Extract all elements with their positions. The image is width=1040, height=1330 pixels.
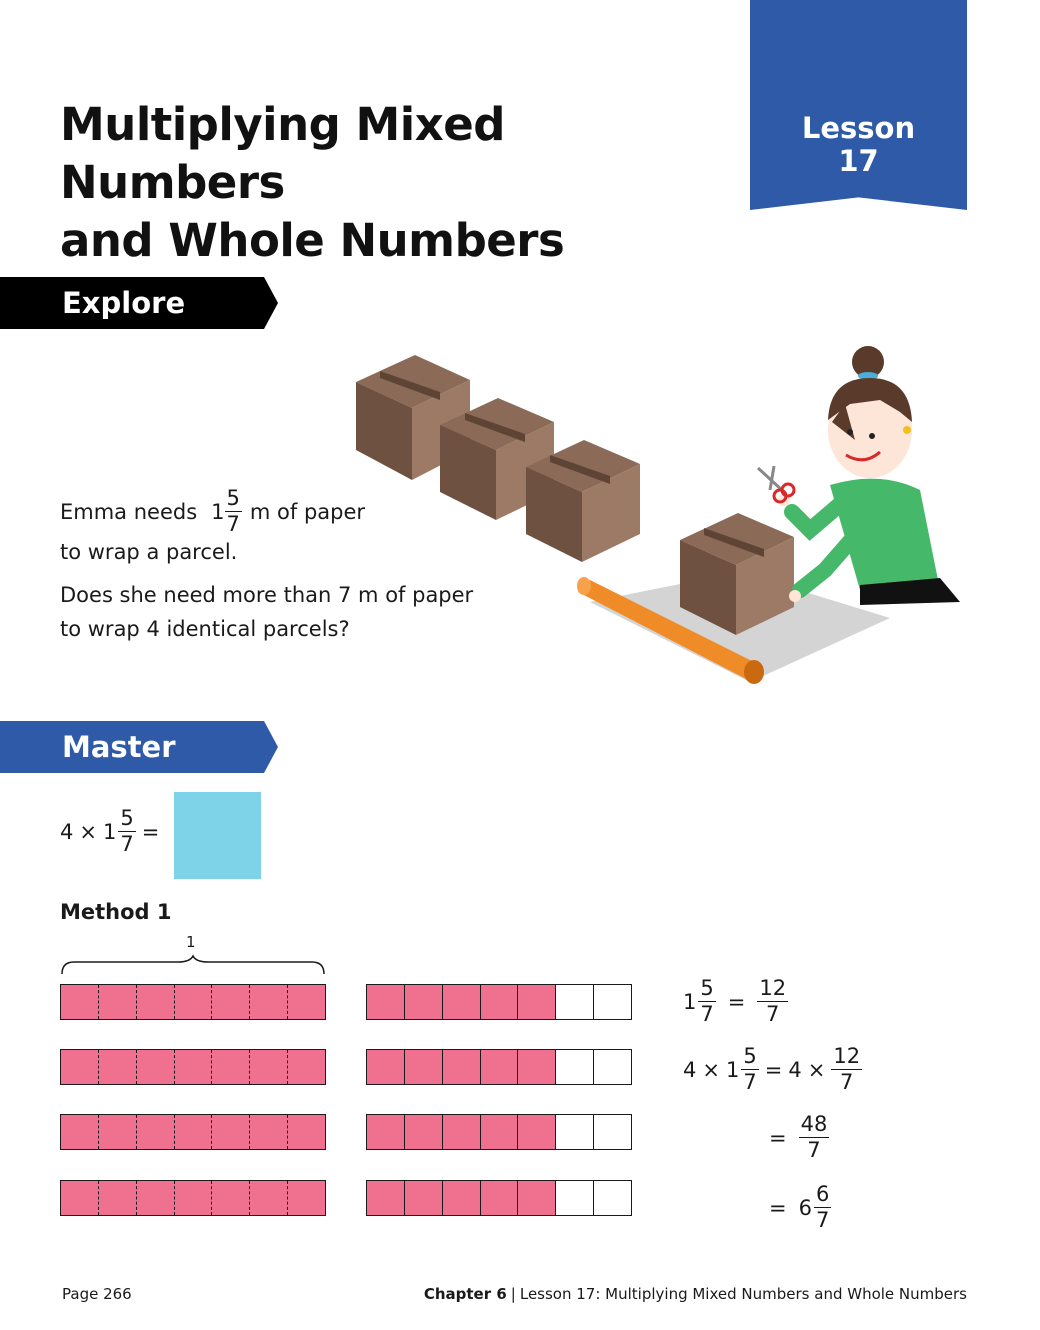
footer-separator: |: [510, 1285, 516, 1303]
bar-segment-filled: [98, 1115, 136, 1149]
fraction: [799, 1114, 830, 1161]
bar-segment-filled: [404, 1181, 442, 1215]
bar-segment-filled: [287, 1181, 325, 1215]
fraction-numerator: 5: [700, 976, 714, 1000]
equals-sign: =: [769, 1195, 787, 1220]
bar-segment-filled: [517, 1050, 555, 1084]
bar-segment-empty: [593, 985, 631, 1019]
bar-segment-filled: [174, 1181, 212, 1215]
whole-bar: [60, 1114, 326, 1150]
bar-segment-empty: [593, 1115, 631, 1149]
lesson-ribbon: [750, 0, 967, 210]
title-line-2: and Whole Numbers: [60, 214, 565, 267]
fraction-numerator: 12: [833, 1044, 861, 1068]
fraction-numerator: 5: [120, 806, 134, 830]
bar-segment-empty: [555, 985, 593, 1019]
fraction: [757, 978, 788, 1025]
fraction-denominator: 7: [766, 1002, 780, 1026]
step-4: [769, 1184, 831, 1231]
bar-segment-filled: [404, 1050, 442, 1084]
brace-label: 1: [186, 933, 196, 951]
bar-segment-filled: [442, 985, 480, 1019]
fraction-bar: [366, 1180, 632, 1216]
bar-segment-filled: [287, 1050, 325, 1084]
bar-segment-filled: [136, 1181, 174, 1215]
fraction-denominator: 7: [743, 1070, 757, 1094]
bar-segment-filled: [480, 1050, 518, 1084]
bar-segment-filled: [174, 985, 212, 1019]
bar-segment-filled: [211, 1115, 249, 1149]
problem-line-4: to wrap 4 identical parcels?: [60, 617, 350, 641]
bar-segment-empty: [593, 1050, 631, 1084]
bar-segment-empty: [555, 1181, 593, 1215]
wrapping-illustration: [340, 340, 980, 700]
bar-segment-filled: [480, 1181, 518, 1215]
fraction-bar: [366, 984, 632, 1020]
fraction-denominator: 7: [700, 1002, 714, 1026]
fraction-numerator: 12: [759, 976, 787, 1000]
fraction-denominator: 7: [815, 1208, 830, 1232]
mixed-whole: 1: [211, 499, 225, 524]
lesson-label: Lesson: [801, 111, 916, 145]
footer-lesson: Lesson 17: Multiplying Mixed Numbers and Whole Numbers: [519, 1285, 967, 1303]
bar-segment-filled: [480, 985, 518, 1019]
fraction: [698, 978, 715, 1025]
bar-segment-empty: [555, 1050, 593, 1084]
problem-line-3: Does she need more than 7 m of paper: [60, 583, 474, 607]
whole-bar: [60, 1180, 326, 1216]
bar-segment-filled: [211, 985, 249, 1019]
bar-segment-empty: [555, 1115, 593, 1149]
bar-segment-filled: [61, 1181, 98, 1215]
mixed-whole: 1: [683, 989, 697, 1014]
bar-segment-filled: [211, 1181, 249, 1215]
mixed-whole: 6: [798, 1195, 812, 1220]
master-equation: [60, 808, 159, 855]
fraction-denominator: 7: [226, 512, 240, 536]
bar-segment-filled: [136, 985, 174, 1019]
problem-suffix: m of paper: [249, 499, 366, 524]
bar-segment-empty: [593, 1181, 631, 1215]
mixed-whole: 1: [102, 819, 117, 844]
fraction-numerator: 5: [743, 1044, 757, 1068]
bar-segment-filled: [367, 1181, 404, 1215]
bar-segment-filled: [442, 1115, 480, 1149]
fraction: [741, 1046, 758, 1093]
scissors-icon: [758, 466, 794, 502]
fraction: [814, 1184, 831, 1231]
bar-segment-filled: [517, 1181, 555, 1215]
bar-segment-filled: [174, 1050, 212, 1084]
times-sign: ×: [702, 1057, 720, 1082]
factor: 4: [788, 1057, 802, 1082]
bar-segment-filled: [98, 1050, 136, 1084]
bar-segment-filled: [442, 1181, 480, 1215]
bar-segment-filled: [98, 985, 136, 1019]
fraction-numerator: 5: [226, 486, 240, 510]
problem-prefix: Emma needs: [60, 499, 198, 524]
bar-segment-filled: [404, 985, 442, 1019]
step-1: [683, 978, 788, 1025]
bar-segment-filled: [61, 1050, 98, 1084]
bar-segment-filled: [480, 1115, 518, 1149]
bar-segment-filled: [367, 1115, 404, 1149]
bar-segment-filled: [174, 1115, 212, 1149]
whole-bar: [60, 1049, 326, 1085]
mixed-number: [211, 488, 242, 535]
problem-line-2: to wrap a parcel.: [60, 540, 238, 564]
equals-sign: =: [764, 1057, 783, 1082]
fraction-denominator: 7: [840, 1070, 854, 1094]
bar-segment-filled: [517, 1115, 555, 1149]
equals-sign: =: [141, 819, 160, 844]
bar-segment-filled: [287, 1115, 325, 1149]
whole-bar: [60, 984, 326, 1020]
fraction-numerator: 6: [815, 1182, 830, 1206]
bar-segment-filled: [367, 985, 404, 1019]
girl-figure: [778, 346, 960, 605]
problem-line-1: [60, 488, 365, 535]
lesson-number: 17: [838, 144, 879, 178]
equals-sign: =: [769, 1125, 787, 1150]
bar-segment-filled: [98, 1181, 136, 1215]
bar-segment-filled: [249, 1115, 287, 1149]
page-number: Page 266: [62, 1285, 132, 1303]
explore-label: Explore: [62, 286, 186, 320]
bar-segment-filled: [61, 985, 98, 1019]
times-sign: ×: [79, 819, 97, 844]
bar-segment-filled: [517, 985, 555, 1019]
lesson-badge: [750, 112, 967, 178]
fraction: [118, 808, 135, 855]
fraction-denominator: 7: [807, 1138, 821, 1162]
equals-sign: =: [727, 989, 746, 1014]
fraction: [831, 1046, 862, 1093]
page-title: [60, 96, 740, 270]
factor: 4: [60, 819, 74, 844]
master-label: Master: [62, 730, 176, 764]
bar-segment-filled: [442, 1050, 480, 1084]
fraction-bar: [366, 1049, 632, 1085]
bar-segment-filled: [136, 1115, 174, 1149]
bar-segment-filled: [249, 1181, 287, 1215]
bar-segment-filled: [61, 1115, 98, 1149]
times-sign: ×: [807, 1057, 826, 1082]
method-title: Method 1: [60, 900, 172, 924]
bar-segment-filled: [287, 985, 325, 1019]
bar-segment-filled: [249, 985, 287, 1019]
bar-segment-filled: [404, 1115, 442, 1149]
fraction-numerator: 48: [800, 1112, 828, 1136]
footer-chapter-line: [424, 1285, 967, 1303]
bar-segment-filled: [211, 1050, 249, 1084]
fraction: [225, 488, 242, 535]
brace-icon: [60, 954, 328, 978]
fraction-bar: [366, 1114, 632, 1150]
fraction-denominator: 7: [120, 832, 134, 856]
factor: 4: [683, 1057, 697, 1082]
title-line-1: Multiplying Mixed Numbers: [60, 98, 505, 209]
mixed-whole: 1: [725, 1057, 740, 1082]
answer-box[interactable]: [174, 792, 261, 879]
step-3: [769, 1114, 829, 1161]
footer-chapter: Chapter 6: [423, 1285, 507, 1303]
bar-segment-filled: [136, 1050, 174, 1084]
bar-segment-filled: [367, 1050, 404, 1084]
bar-segment-filled: [249, 1050, 287, 1084]
step-2: [683, 1046, 862, 1093]
